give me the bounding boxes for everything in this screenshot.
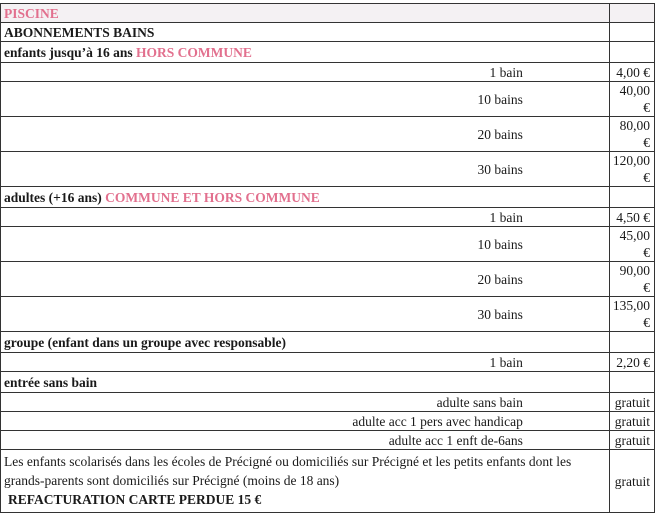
title [1, 4, 610, 23]
table-row [1, 431, 655, 450]
item-price: 120,00 € [609, 152, 654, 187]
table-row [1, 353, 655, 372]
empty-cell [609, 23, 654, 42]
note-price: gratuit [609, 450, 654, 513]
item-label: 20 bains [1, 117, 610, 152]
item-price: 4,50 € [609, 208, 654, 227]
group-highlight: COMMUNE ET HORS COMMUNE [105, 189, 320, 205]
empty-cell [609, 42, 654, 63]
item-label: adulte acc 1 enft de-6ans [1, 431, 610, 450]
item-label: 10 bains [1, 82, 610, 117]
table-row [1, 393, 655, 412]
group-highlight: HORS COMMUNE [136, 44, 252, 60]
item-price: gratuit [609, 393, 654, 412]
table-row [1, 63, 655, 82]
group-label: enfants jusqu’à 16 ans [4, 44, 133, 60]
table-row [1, 297, 655, 332]
item-price: 135,00 € [609, 297, 654, 332]
table-row [1, 208, 655, 227]
title-text: PISCINE [4, 5, 59, 21]
section-heading: ABONNEMENTS BAINS [1, 23, 610, 42]
item-label: 30 bains [1, 297, 610, 332]
item-price: 90,00 € [609, 262, 654, 297]
group-label: groupe (enfant dans un groupe avec responsable) [4, 334, 287, 350]
item-price: 80,00 € [609, 117, 654, 152]
table-row [1, 117, 655, 152]
note-text: Les enfants scolarisés dans les écoles de Précigné ou domiciliés sur Précigné et les petits enfants dont les grands-parents sont domiciliés sur Précigné (moins de 18 ans) [4, 454, 572, 488]
item-label: adulte acc 1 pers avec handicap [1, 412, 610, 431]
table-row [1, 152, 655, 187]
item-price: 4,00 € [609, 63, 654, 82]
empty-cell [609, 4, 654, 23]
group-heading [1, 187, 610, 208]
group-label: adultes (+16 ans) [4, 189, 102, 205]
item-label: 1 bain [1, 353, 610, 372]
item-label: adulte sans bain [1, 393, 610, 412]
group-heading [1, 372, 610, 393]
item-label: 30 bains [1, 152, 610, 187]
table-row [1, 227, 655, 262]
group-heading [1, 332, 610, 353]
item-price: 40,00 € [609, 82, 654, 117]
table-row [1, 82, 655, 117]
item-price: gratuit [609, 431, 654, 450]
table-row [1, 262, 655, 297]
group-heading [1, 42, 610, 63]
empty-cell [609, 332, 654, 353]
item-price: gratuit [609, 412, 654, 431]
item-label: 10 bains [1, 227, 610, 262]
refacturation-text: REFACTURATION CARTE PERDUE 15 € [8, 492, 262, 507]
tarifs-table [0, 3, 655, 513]
table-row [1, 412, 655, 431]
item-label: 1 bain [1, 63, 610, 82]
note-cell [1, 450, 610, 513]
item-price: 45,00 € [609, 227, 654, 262]
item-label: 20 bains [1, 262, 610, 297]
empty-cell [609, 372, 654, 393]
group-label: entrée sans bain [4, 374, 98, 390]
item-label: 1 bain [1, 208, 610, 227]
item-price: 2,20 € [609, 353, 654, 372]
empty-cell [609, 187, 654, 208]
